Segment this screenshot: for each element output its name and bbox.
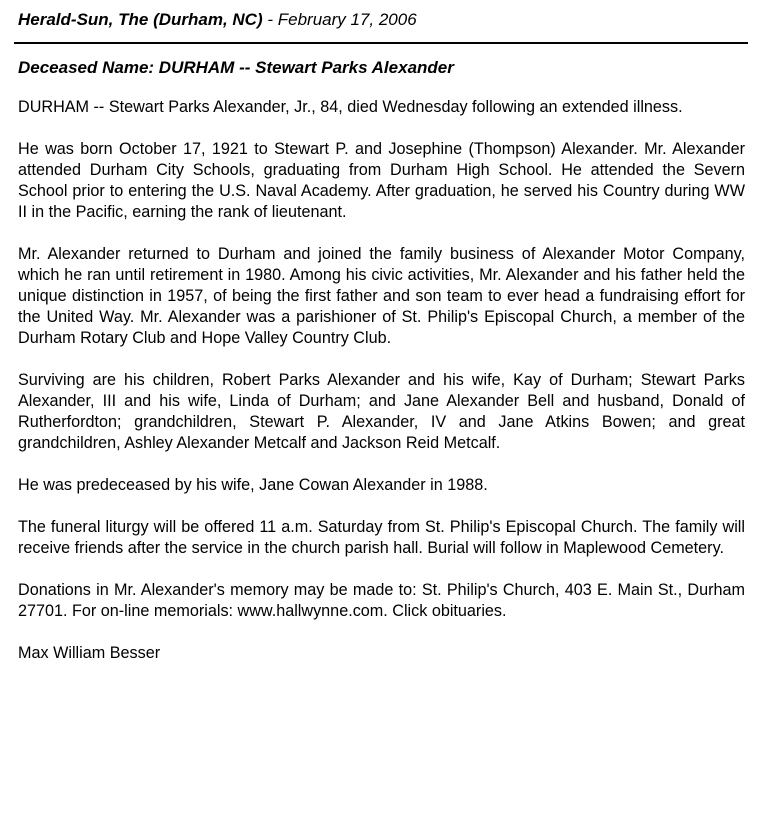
paragraph-early-life: He was born October 17, 1921 to Stewart P. and Josephine (Thompson) Alexander. Mr. Alexander attended Durham City Schools, graduating from Durham High School. He attended the Severn School prior to entering the U.S. Naval Academy. After graduation, he served his Country during WW II in the Pacific, earning the rank of lieutenant. <box>18 140 745 221</box>
paragraph-death-notice: DURHAM -- Stewart Parks Alexander, Jr., 84, died Wednesday following an extended illness. <box>18 98 683 116</box>
paragraph-predeceased: He was predeceased by his wife, Jane Cowan Alexander in 1988. <box>18 476 488 494</box>
header-separator: - <box>262 10 278 29</box>
publication-name: Herald-Sun, The (Durham, NC) <box>18 10 263 29</box>
obituary-body <box>18 97 745 664</box>
paragraph-survivors: Surviving are his children, Robert Parks Alexander and his wife, Kay of Durham; Stewart Parks Alexander, III and his wife, Linda of Durham; and Jane Alexander Bell and husband, Donald of Rutherfordton; grandchildren, Stewart P. Alexander, IV and Jane Atkins Bowen; and great grandchildren, Ashley Alexander Metcalf and Jackson Reid Metcalf. <box>18 371 745 452</box>
paragraph-career: Mr. Alexander returned to Durham and joined the family business of Alexander Motor Company, which he ran until retirement in 1980. Among his civic activities, Mr. Alexander and his father held the unique distinction in 1957, of being the first father and son team to ever head a fundraising effort for the United Way. Mr. Alexander was a parishioner of St. Philip's Episcopal Church, a member of the Durham Rotary Club and Hope Valley Country Club. <box>18 245 745 347</box>
author-signature: Max William Besser <box>18 644 161 662</box>
paragraph-funeral: The funeral liturgy will be offered 11 a.m. Saturday from St. Philip's Episcopal Church. The family will receive friends after the service in the church parish hall. Burial will follow in Maplewood Cemetery. <box>18 518 745 557</box>
document-header <box>18 9 748 31</box>
deceased-name-heading: Deceased Name: DURHAM -- Stewart Parks Alexander <box>18 58 454 77</box>
publication-date: February 17, 2006 <box>277 10 417 29</box>
paragraph-donations: Donations in Mr. Alexander's memory may be made to: St. Philip's Church, 403 E. Main St., Durham 27701. For on-line memorials: www.hallwynne.com. Click obituaries. <box>18 581 745 620</box>
header-divider <box>14 42 748 44</box>
